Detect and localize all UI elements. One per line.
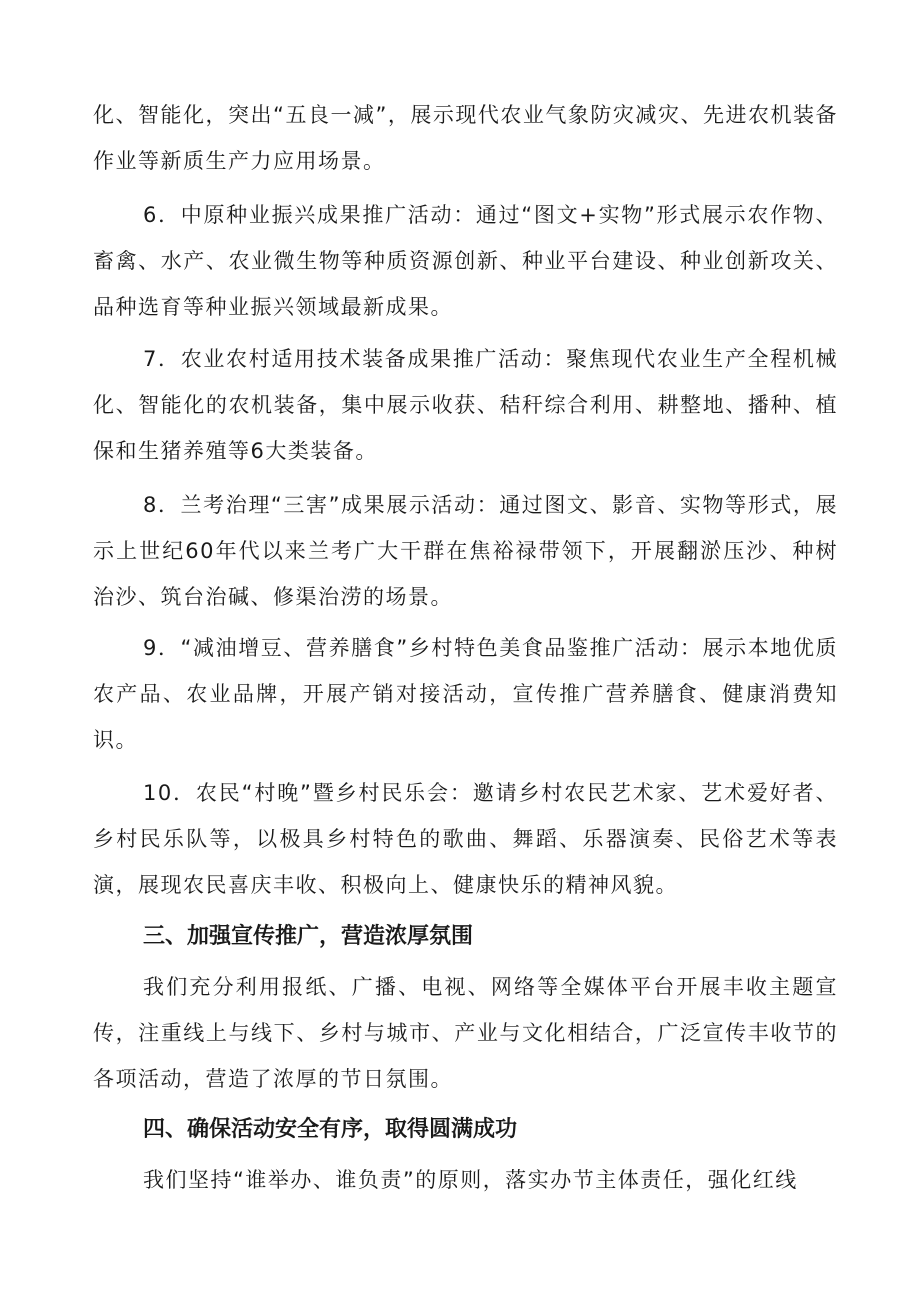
- section-heading-3: 三、加强宣传推广，营造浓厚氛围: [143, 924, 474, 949]
- paragraph-item-8: 8．兰考治理“三害”成果展示活动：通过图文、影音、实物等形式，展示上世纪60年代以来兰考广大干群在焦裕禄带领下，开展翻淤压沙、种树治沙、筑台治碱、修渠治涝的场景。: [93, 493, 838, 609]
- paragraph-item-9: 9．“减油增豆、营养膳食”乡村特色美食品鉴推广活动：展示本地优质农产品、农业品牌，开展产销对接活动，宣传推广营养膳食、健康消费知识。: [93, 636, 838, 752]
- paragraph-publicity: 我们充分利用报纸、广播、电视、网络等全媒体平台开展丰收主题宣传，注重线上与线下、乡村与城市、产业与文化相结合，广泛宣传丰收节的各项活动，营造了浓厚的节日氛围。: [93, 975, 838, 1091]
- paragraph-item-6: 6．中原种业振兴成果推广活动：通过“图文+实物”形式展示农作物、畜禽、水产、农业微生物等种质资源创新、种业平台建设、种业创新攻关、品种选育等种业振兴领域最新成果。: [93, 203, 838, 319]
- section-heading-4: 四、确保活动安全有序，取得圆满成功: [143, 1117, 518, 1142]
- paragraph-intro-continuation: 化、智能化，突出“五良一减”，展示现代农业气象防灾减灾、先进农机装备作业等新质生产力应用场景。: [93, 103, 838, 173]
- paragraph-item-7: 7．农业农村适用技术装备成果推广活动：聚焦现代农业生产全程机械化、智能化的农机装备，集中展示收获、秸秆综合利用、耕整地、播种、植保和生猪养殖等6大类装备。: [93, 347, 838, 463]
- paragraph-safety: 我们坚持“谁举办、谁负责”的原则，落实办节主体责任，强化红线: [143, 1168, 798, 1192]
- paragraph-item-10: 10．农民“村晚”暨乡村民乐会：邀请乡村农民艺术家、艺术爱好者、乡村民乐队等，以极具乡村特色的歌曲、舞蹈、乐器演奏、民俗艺术等表演，展现农民喜庆丰收、积极向上、健康快乐的精神风貌。: [93, 781, 838, 897]
